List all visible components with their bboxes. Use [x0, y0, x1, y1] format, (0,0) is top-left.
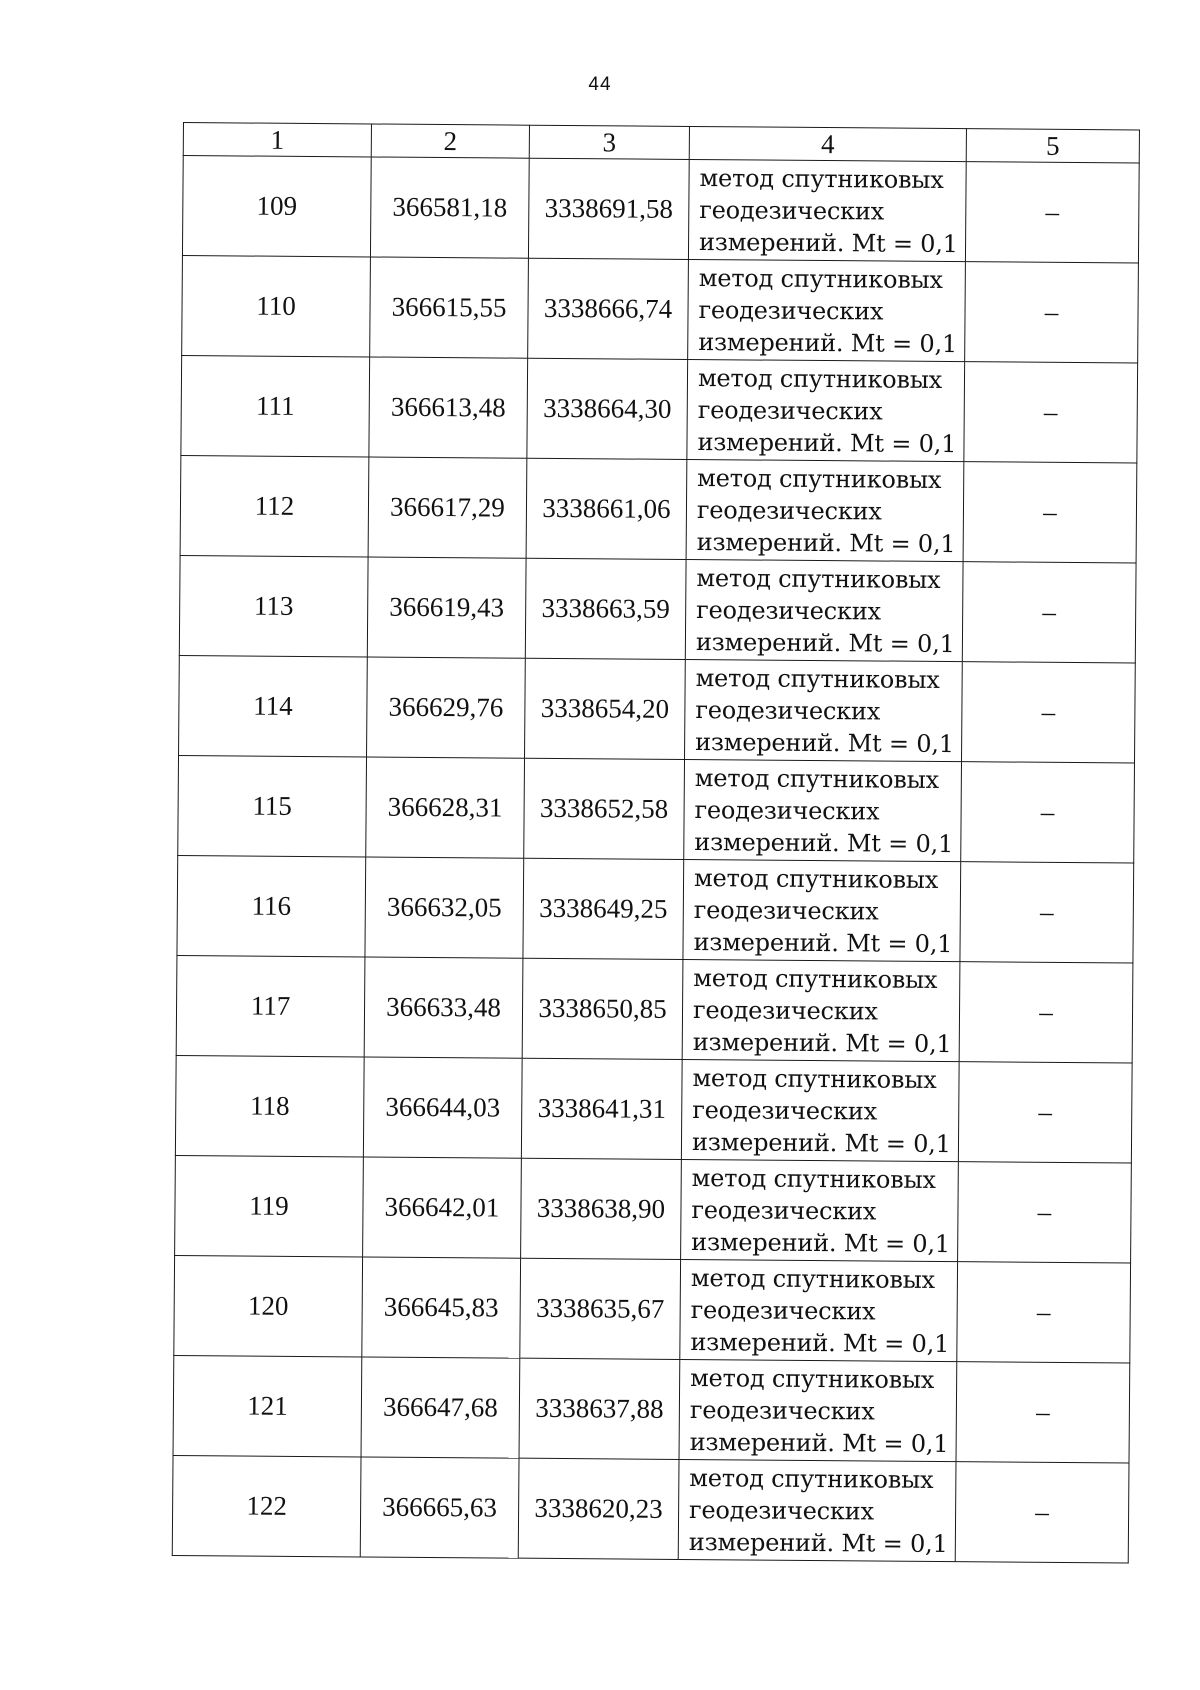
- column-header-3: 3: [529, 125, 689, 159]
- point-number-cell: 115: [178, 755, 367, 856]
- y-coordinate-cell: 3338663,59: [525, 558, 686, 659]
- note-cell: –: [963, 462, 1137, 563]
- method-cell: [681, 1159, 959, 1261]
- method-line: метод спутниковых: [696, 563, 941, 594]
- method-line: геодезических: [692, 995, 878, 1025]
- y-coordinate-cell: 3338666,74: [528, 258, 689, 359]
- x-coordinate-cell: 366645,83: [362, 1257, 521, 1358]
- table-row: [182, 156, 1139, 264]
- point-number-cell: 118: [175, 1055, 364, 1156]
- method-line: измерений. Mt = 0,1: [693, 927, 953, 958]
- method-line: измерений. Mt = 0,1: [694, 827, 954, 858]
- method-line: метод спутниковых: [692, 1063, 937, 1094]
- point-number-cell: 120: [174, 1255, 363, 1356]
- x-coordinate-cell: 366633,48: [364, 957, 523, 1058]
- table-row: [176, 955, 1133, 1063]
- method-cell: [687, 359, 965, 461]
- point-number-cell: 116: [177, 855, 366, 956]
- table-row: [175, 1155, 1132, 1263]
- point-number-cell: 109: [182, 156, 371, 257]
- point-number-cell: 113: [179, 555, 368, 656]
- method-line: геодезических: [691, 1195, 877, 1225]
- method-cell: [684, 759, 962, 861]
- x-coordinate-cell: 366615,55: [370, 257, 529, 358]
- method-line: геодезических: [698, 295, 884, 326]
- column-header-2: 2: [371, 124, 529, 158]
- method-line: геодезических: [695, 695, 881, 725]
- x-coordinate-cell: 366617,29: [368, 457, 527, 558]
- page-number: 44: [588, 74, 612, 95]
- point-number-cell: 112: [180, 455, 369, 556]
- table-row: [182, 255, 1139, 363]
- y-coordinate-cell: 3338620,23: [518, 1458, 679, 1559]
- y-coordinate-cell: 3338641,31: [521, 1058, 682, 1159]
- method-line: геодезических: [697, 395, 883, 426]
- method-line: измерений. Mt = 0,1: [690, 1327, 950, 1358]
- point-number-cell: 122: [172, 1455, 361, 1556]
- column-header-5: 5: [966, 129, 1139, 163]
- method-line: геодезических: [696, 495, 882, 525]
- table-row: [181, 355, 1138, 463]
- table-row: [178, 755, 1135, 863]
- method-cell: [682, 959, 960, 1061]
- point-number-cell: 121: [173, 1355, 362, 1456]
- y-coordinate-cell: 3338650,85: [522, 958, 683, 1059]
- x-coordinate-cell: 366629,76: [367, 657, 526, 758]
- method-line: измерений. Mt = 0,1: [689, 1427, 949, 1458]
- method-line: измерений. Mt = 0,1: [695, 627, 955, 658]
- method-cell: [688, 159, 966, 261]
- method-line: измерений. Mt = 0,1: [695, 727, 954, 758]
- method-cell: [685, 659, 963, 761]
- method-line: геодезических: [694, 795, 880, 825]
- table-row: [174, 1255, 1131, 1363]
- note-cell: –: [957, 1262, 1131, 1363]
- table-row: [172, 1455, 1129, 1563]
- x-coordinate-cell: 366581,18: [370, 157, 529, 258]
- method-line: метод спутниковых: [694, 763, 940, 794]
- note-cell: –: [958, 1162, 1132, 1263]
- x-coordinate-cell: 366647,68: [361, 1357, 520, 1458]
- note-cell: –: [964, 362, 1138, 463]
- x-coordinate-cell: 366613,48: [369, 357, 528, 458]
- method-line: геодезических: [696, 595, 882, 625]
- x-coordinate-cell: 366619,43: [367, 557, 526, 658]
- note-cell: –: [959, 962, 1133, 1063]
- y-coordinate-cell: 3338652,58: [524, 758, 685, 859]
- table-row: [173, 1355, 1130, 1463]
- note-cell: –: [958, 1062, 1132, 1163]
- method-line: измерений. Mt = 0,1: [698, 227, 958, 258]
- method-line: метод спутниковых: [697, 363, 943, 394]
- point-number-cell: 110: [182, 255, 371, 356]
- column-header-4: 4: [689, 126, 966, 161]
- y-coordinate-cell: 3338637,88: [519, 1358, 680, 1459]
- table-row: [180, 455, 1137, 563]
- x-coordinate-cell: 366642,01: [363, 1157, 522, 1258]
- method-cell: [686, 459, 964, 561]
- x-coordinate-cell: 366628,31: [366, 757, 525, 858]
- note-cell: –: [962, 562, 1136, 663]
- method-cell: [685, 559, 963, 661]
- note-cell: –: [965, 262, 1139, 363]
- method-line: геодезических: [692, 1095, 878, 1125]
- method-line: метод спутниковых: [697, 463, 942, 494]
- method-line: метод спутниковых: [698, 263, 943, 294]
- table-row: [179, 655, 1136, 763]
- method-cell: [688, 259, 966, 361]
- method-line: метод спутниковых: [689, 1463, 934, 1494]
- method-cell: [680, 1259, 958, 1361]
- method-line: измерений. Mt = 0,1: [691, 1127, 951, 1158]
- point-number-cell: 114: [179, 655, 368, 756]
- method-line: измерений. Mt = 0,1: [692, 1027, 952, 1058]
- coordinates-table: [172, 122, 1140, 1563]
- method-line: измерений. Mt = 0,1: [697, 427, 957, 458]
- y-coordinate-cell: 3338691,58: [528, 158, 689, 259]
- table-row: [179, 555, 1136, 663]
- method-cell: [679, 1359, 957, 1461]
- method-line: геодезических: [693, 895, 879, 925]
- method-cell: [678, 1459, 956, 1561]
- method-line: измерений. Mt = 0,1: [696, 527, 956, 558]
- method-line: метод спутниковых: [695, 663, 940, 694]
- point-number-cell: 117: [176, 955, 365, 1056]
- method-line: метод спутниковых: [691, 1163, 936, 1194]
- method-line: метод спутниковых: [693, 963, 938, 994]
- column-header-1: 1: [183, 123, 371, 157]
- method-cell: [681, 1059, 959, 1161]
- note-cell: –: [961, 762, 1135, 863]
- y-coordinate-cell: 3338635,67: [520, 1258, 681, 1359]
- method-line: измерений. Mt = 0,1: [698, 327, 958, 358]
- x-coordinate-cell: 366665,63: [360, 1457, 519, 1558]
- method-line: метод спутниковых: [690, 1263, 936, 1294]
- y-coordinate-cell: 3338649,25: [523, 858, 684, 959]
- method-line: метод спутниковых: [690, 1363, 935, 1394]
- method-line: измерений. Mt = 0,1: [691, 1227, 951, 1258]
- point-number-cell: 111: [181, 355, 370, 456]
- method-line: геодезических: [689, 1395, 875, 1425]
- y-coordinate-cell: 3338638,90: [521, 1158, 682, 1259]
- table-row: [177, 855, 1134, 963]
- method-line: геодезических: [690, 1295, 876, 1325]
- method-cell: [683, 859, 961, 961]
- note-cell: –: [962, 662, 1136, 763]
- point-number-cell: 119: [175, 1155, 364, 1256]
- y-coordinate-cell: 3338654,20: [525, 658, 686, 759]
- y-coordinate-cell: 3338664,30: [527, 358, 688, 459]
- method-line: метод спутниковых: [693, 863, 939, 894]
- method-line: измерений. Mt = 0,1: [688, 1527, 948, 1558]
- x-coordinate-cell: 366644,03: [363, 1057, 522, 1158]
- note-cell: –: [956, 1362, 1130, 1463]
- table-row: [175, 1055, 1132, 1163]
- method-line: геодезических: [689, 1495, 874, 1525]
- x-coordinate-cell: 366632,05: [365, 857, 524, 958]
- note-cell: –: [955, 1462, 1129, 1563]
- method-line: метод спутниковых: [699, 163, 944, 194]
- note-cell: –: [965, 162, 1139, 263]
- method-line: геодезических: [699, 195, 885, 226]
- table-body: [172, 156, 1139, 1563]
- y-coordinate-cell: 3338661,06: [526, 458, 687, 559]
- note-cell: –: [960, 862, 1134, 963]
